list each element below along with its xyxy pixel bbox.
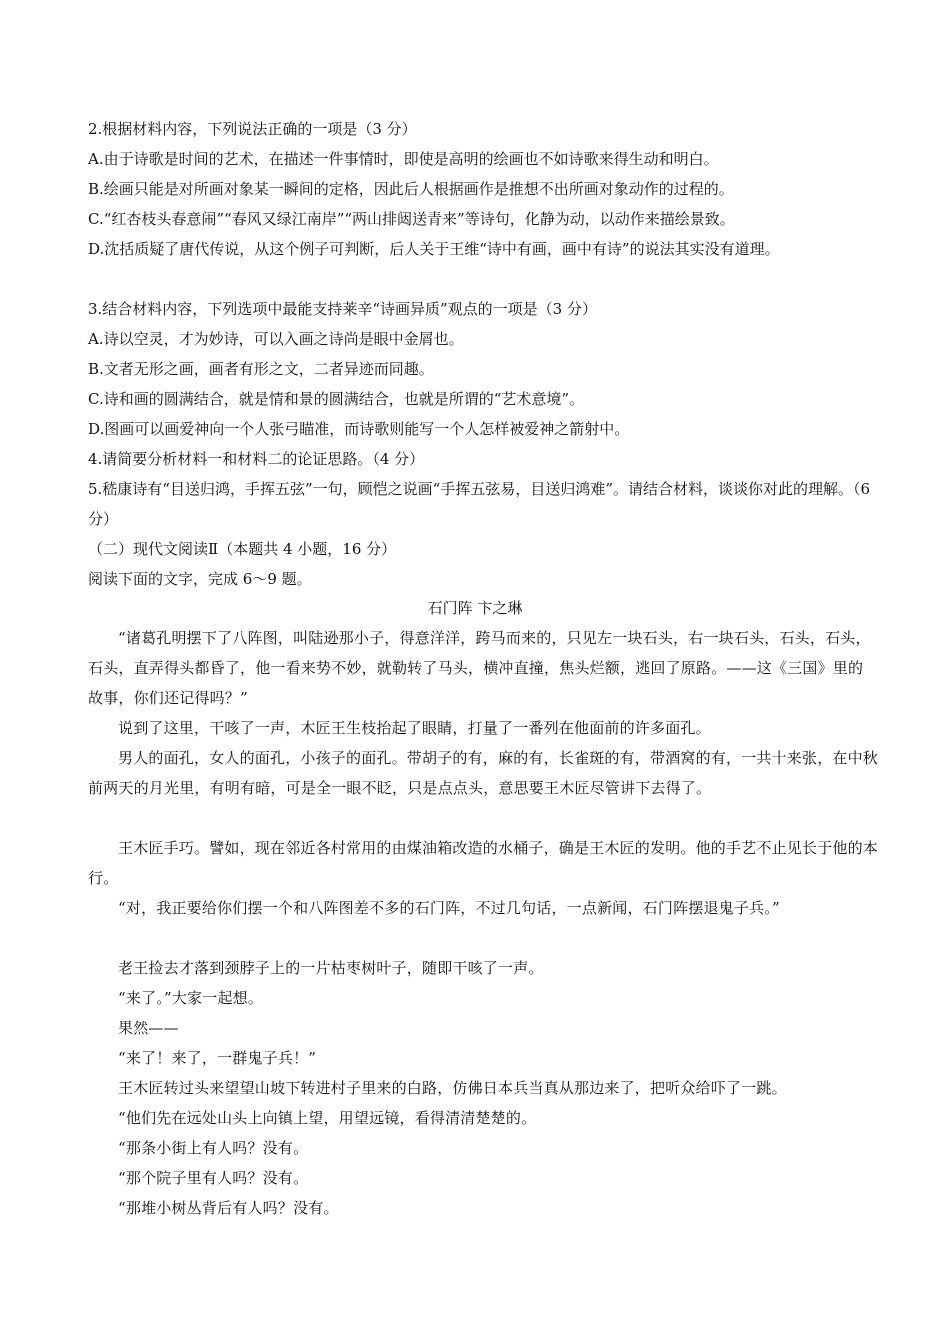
question-3-option-b: B.文者无形之画，画者有形之文，二者异迹而同趣。 — [88, 360, 434, 378]
question-2-option-b: B.绘画只能是对所画对象某一瞬间的定格，因此后人根据画作是推想不出所画对象动作的过程的。 — [88, 180, 734, 198]
story-paragraph: “那堆小树丛背后有人吗？没有。 — [118, 1199, 339, 1217]
story-paragraph: 说到了这里，干咳了一声，木匠王生枝抬起了眼睛，打量了一番列在他面前的许多面孔。 — [118, 719, 711, 737]
question-3-option-a: A.诗以空灵，才为妙诗，可以入画之诗尚是眼中金屑也。 — [88, 330, 464, 348]
question-2-option-a: A.由于诗歌是时间的艺术，在描述一件事情时，即使是高明的绘画也不如诗歌来得生动和明白。 — [88, 150, 719, 168]
section-heading: （二）现代文阅读Ⅱ（本题共 4 小题，16 分） — [88, 540, 397, 558]
question-3-option-c: C.诗和画的圆满结合，就是情和景的圆满结合，也就是所谓的“艺术意境”。 — [88, 390, 585, 408]
question-3-stem: 3.结合材料内容，下列选项中最能支持莱辛“诗画异质”观点的一项是（3 分） — [88, 300, 597, 318]
story-paragraph: 男人的面孔，女人的面孔，小孩子的面孔。带胡子的有，麻的有，长雀斑的有，带酒窝的有，一共十来张，在中秋前两天的月光里，有明有暗，可是全一眼不眨，只是点点头，意思要王木匠尽管讲下去得了。 — [88, 749, 879, 797]
story-paragraph: 王木匠转过头来望望山坡下转进村子里来的白路，仿佛日本兵当真从那边来了，把听众给吓了一跳。 — [118, 1079, 787, 1097]
question-2-option-c: C.“红杏枝头春意闹”“春风又绿江南岸”“两山排闼送青来”等诗句，化静为动，以动作来描绘景致。 — [88, 210, 735, 228]
story-paragraph: “对，我正要给你们摆一个和八阵图差不多的石门阵，不过几句话，一点新闻，石门阵摆退鬼子兵。” — [118, 899, 780, 917]
story-paragraph: 果然—— — [118, 1019, 179, 1037]
story-paragraph: “来了。”大家一起想。 — [118, 989, 264, 1007]
story-paragraph: “诸葛孔明摆下了八阵图，叫陆逊那小子，得意洋洋，跨马而来的，只见左一块石头，右一块石头，石头，石头，石头，直弄得头都昏了，他一看来势不妙，就勒转了马头，横冲直撞，焦头烂额，逃回了原路。——这《三国》里的故事，你们还记得吗？” — [88, 629, 871, 707]
question-3-option-d: D.图画可以画爱神向一个人张弓瞄准，而诗歌则能写一个人怎样被爱神之箭射中。 — [88, 420, 630, 438]
story-paragraph: “那个院子里有人吗？没有。 — [118, 1169, 309, 1187]
story-paragraph: “来了！来了，一群鬼子兵！” — [118, 1049, 317, 1067]
story-paragraph: “那条小街上有人吗？没有。 — [118, 1139, 309, 1157]
section-instruction: 阅读下面的文字，完成 6～9 题。 — [88, 570, 312, 588]
story-title: 石门阵 卞之琳 — [427, 599, 523, 617]
story-paragraph: 王木匠手巧。譬如，现在邻近各村常用的由煤油箱改造的水桶子，确是王木匠的发明。他的手艺不止见长于他的本行。 — [88, 839, 879, 887]
question-2-option-d: D.沈括质疑了唐代传说，从这个例子可判断，后人关于王维“诗中有画，画中有诗”的说法其实没有道理。 — [88, 240, 780, 258]
story-paragraph: 老王捡去才落到颈脖子上的一片枯枣树叶子，随即干咳了一声。 — [118, 959, 544, 977]
question-4: 4.请简要分析材料一和材料二的论证思路。（4 分） — [88, 450, 425, 468]
story-paragraph: “他们先在远处山头上向镇上望，用望远镜，看得清清楚楚的。 — [118, 1109, 537, 1127]
question-2-stem: 2.根据材料内容，下列说法正确的一项是（3 分） — [88, 120, 417, 138]
question-5: 5.嵇康诗有“目送归鸿，手挥五弦”一句，顾恺之说画“手挥五弦易，目送归鸿难”。请结合材料，谈谈你对此的理解。（6 分） — [88, 480, 871, 528]
